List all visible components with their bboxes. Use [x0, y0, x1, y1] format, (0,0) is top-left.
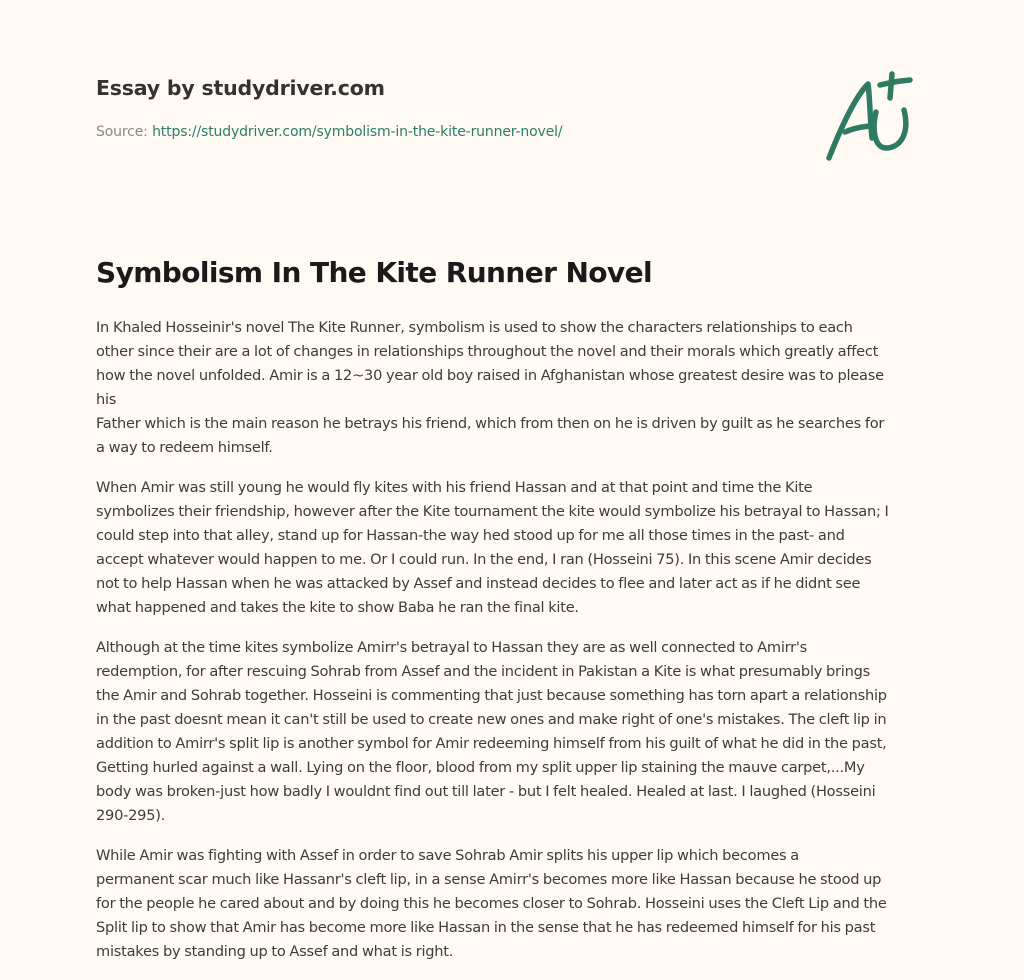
- essay-paragraph-3: [96, 636, 930, 828]
- text-line: what happened and takes the kite to show Baba he ran the final kite.: [96, 599, 579, 616]
- text-line: 290-295).: [96, 807, 166, 824]
- text-line: While Amir was fighting with Assef in order to save Sohrab Amir splits his upper lip which becomes a: [96, 847, 799, 864]
- text-line: for the people he cared about and by doing this he becomes closer to Sohrab. Hosseini uses the Cleft Lip and the: [96, 895, 887, 912]
- text-line: body was broken-just how badly I wouldnt find out till later - but I felt healed. Healed at last. I laughed (Hosseini: [96, 783, 876, 800]
- text-line: mistakes by standing up to Assef and what is right.: [96, 943, 454, 960]
- text-line: a way to redeem himself.: [96, 439, 273, 456]
- essay-paragraph-2: [96, 476, 930, 620]
- a-plus-grade-icon: [824, 68, 924, 164]
- text-line: other since their are a lot of changes in relationships throughout the novel and their morals which greatly affect: [96, 343, 879, 360]
- source-line: [96, 124, 562, 140]
- text-line: permanent scar much like Hassanr's cleft lip, in a sense Amirr's becomes more like Hassan because he stood up: [96, 871, 882, 888]
- text-line: his: [96, 391, 117, 408]
- text-line: the Amir and Sohrab together. Hosseini is commenting that just because something has torn apart a relationship: [96, 687, 887, 704]
- source-label: Source:: [96, 124, 153, 140]
- site-title: Essay by studydriver.com: [96, 76, 385, 100]
- text-line: redemption, for after rescuing Sohrab from Assef and the incident in Pakistan a Kite is what presumably brings: [96, 663, 870, 680]
- essay-title: Symbolism In The Kite Runner Novel: [96, 256, 652, 289]
- essay-paragraph-4: [96, 844, 930, 964]
- text-line: Father which is the main reason he betrays his friend, which from then on he is driven by guilt as he searches for: [96, 415, 885, 432]
- source-link[interactable]: https://studydriver.com/symbolism-in-the-kite-runner-novel/: [152, 124, 563, 140]
- text-line: Although at the time kites symbolize Amirr's betrayal to Hassan they are as well connected to Amirr's: [96, 639, 808, 656]
- text-line: Getting hurled against a wall. Lying on the floor, blood from my split upper lip staining the mauve carpet,...My: [96, 759, 865, 776]
- text-line: Split lip to show that Amir has become more like Hassan in the sense that he has redeemed himself for his past: [96, 919, 876, 936]
- text-line: addition to Amirr's split lip is another symbol for Amir redeeming himself from his guilt of what he did in the past,: [96, 735, 887, 752]
- text-line: In Khaled Hosseinir's novel The Kite Runner, symbolism is used to show the characters relationships to each: [96, 319, 853, 336]
- text-line: in the past doesnt mean it can't still be used to create new ones and make right of one's mistakes. The cleft lip in: [96, 711, 887, 728]
- text-line: could step into that alley, stand up for Hassan-the way hed stood up for me all those times in the past- and: [96, 527, 845, 544]
- text-line: symbolizes their friendship, however after the Kite tournament the kite would symbolize his betrayal to Hassan; I: [96, 503, 889, 520]
- page-header: [96, 0, 928, 200]
- essay-paragraph-1: [96, 316, 930, 460]
- text-line: not to help Hassan when he was attacked by Assef and instead decides to flee and later act as if he didnt see: [96, 575, 861, 592]
- essay-body: [96, 316, 930, 980]
- text-line: accept whatever would happen to me. Or I could run. In the end, I ran (Hosseini 75). In this scene Amir decides: [96, 551, 872, 568]
- text-line: how the novel unfolded. Amir is a 12~30 year old boy raised in Afghanistan whose greatest desire was to please: [96, 367, 884, 384]
- text-line: When Amir was still young he would fly kites with his friend Hassan and at that point and time the Kite: [96, 479, 813, 496]
